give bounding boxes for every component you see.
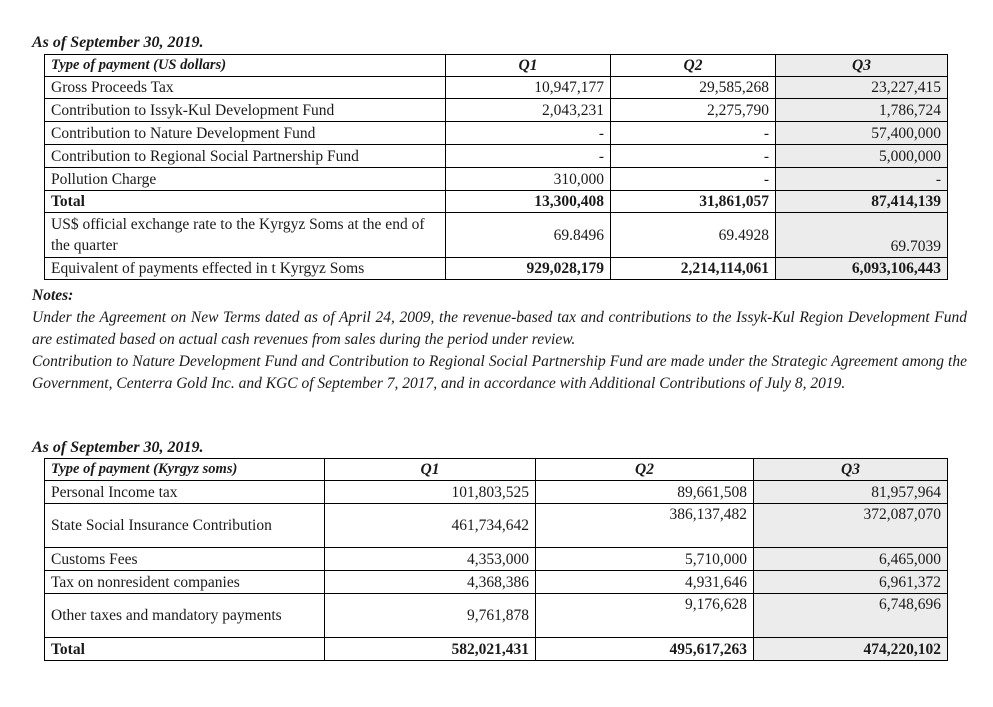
- table-row: [45, 122, 948, 145]
- row-label: Contribution to Nature Development Fund: [45, 122, 446, 145]
- table2-header-q2: Q2: [536, 459, 754, 481]
- table-row: [45, 548, 948, 571]
- cell-q3: -: [776, 168, 948, 191]
- table1-header-q3: Q3: [776, 55, 948, 77]
- cell-q3: 23,227,415: [776, 77, 948, 99]
- table-row: [45, 213, 948, 258]
- row-label: Customs Fees: [45, 548, 325, 571]
- cell-q1: 101,803,525: [325, 481, 536, 504]
- cell-q3: 6,093,106,443: [776, 258, 948, 280]
- cell-q1: 13,300,408: [446, 191, 611, 213]
- cell-q1: 929,028,179: [446, 258, 611, 280]
- table-row: [45, 258, 948, 280]
- table2-header-type: Type of payment (Kyrgyz soms): [45, 459, 325, 481]
- notes-paragraph-1: Under the Agreement on New Terms dated as of April 24, 2009, the revenue-based tax and contributions to the Issyk-Kul Region Development Fund are estimated based on actual cash revenues from sales during the period under review.: [32, 309, 967, 348]
- table2-kyrgyz-soms: [44, 458, 948, 661]
- cell-q2: 31,861,057: [611, 191, 776, 213]
- row-label: Equivalent of payments effected in t Kyrgyz Soms: [45, 258, 446, 280]
- cell-q3: 81,957,964: [754, 481, 948, 504]
- cell-q2: 89,661,508: [536, 481, 754, 504]
- cell-q2: -: [611, 168, 776, 191]
- row-label: State Social Insurance Contribution: [45, 504, 325, 548]
- cell-q1: 4,368,386: [325, 571, 536, 594]
- notes-section: [32, 285, 967, 395]
- notes-title: Notes:: [32, 287, 74, 304]
- row-label: Other taxes and mandatory payments: [45, 594, 325, 638]
- table1-heading: As of September 30, 2019.: [32, 34, 204, 51]
- cell-q3: 6,961,372: [754, 571, 948, 594]
- cell-q2: 495,617,263: [536, 638, 754, 661]
- table-row: [45, 594, 948, 638]
- cell-q1: 310,000: [446, 168, 611, 191]
- row-label: Personal Income tax: [45, 481, 325, 504]
- cell-q1: 582,021,431: [325, 638, 536, 661]
- cell-q3: 87,414,139: [776, 191, 948, 213]
- cell-q1: -: [446, 122, 611, 145]
- row-label: Gross Proceeds Tax: [45, 77, 446, 99]
- table1-header-type: Type of payment (US dollars): [45, 55, 446, 77]
- cell-q2: 29,585,268: [611, 77, 776, 99]
- table-row: [45, 168, 948, 191]
- cell-q2: 9,176,628: [536, 594, 754, 638]
- table2-heading: As of September 30, 2019.: [32, 439, 204, 456]
- cell-q2: 2,275,790: [611, 99, 776, 122]
- cell-q3: 372,087,070: [754, 504, 948, 548]
- cell-q2: 4,931,646: [536, 571, 754, 594]
- notes-paragraph-2: Contribution to Nature Development Fund and Contribution to Regional Social Partnership Fund are made under the Strategic Agreement among the Government, Centerra Gold Inc. and KGC of September 7, 2017, and in accordance with Additional Contributions of July 8, 2019.: [32, 353, 967, 392]
- table-row-total: [45, 191, 948, 213]
- cell-q1: 461,734,642: [325, 504, 536, 548]
- cell-q3: 69.7039: [776, 213, 948, 258]
- cell-q1: 2,043,231: [446, 99, 611, 122]
- cell-q2: 2,214,114,061: [611, 258, 776, 280]
- table2-header-q1: Q1: [325, 459, 536, 481]
- cell-q2: 386,137,482: [536, 504, 754, 548]
- table-row: [45, 481, 948, 504]
- cell-q1: 69.8496: [446, 213, 611, 258]
- cell-q1: -: [446, 145, 611, 168]
- table-row: [45, 571, 948, 594]
- cell-q1: 9,761,878: [325, 594, 536, 638]
- table-row-total: [45, 638, 948, 661]
- cell-q2: -: [611, 145, 776, 168]
- table-row: [45, 504, 948, 548]
- cell-q3: 1,786,724: [776, 99, 948, 122]
- cell-q1: 4,353,000: [325, 548, 536, 571]
- table1-us-dollars: [44, 54, 948, 280]
- row-label: Tax on nonresident companies: [45, 571, 325, 594]
- cell-q1: 10,947,177: [446, 77, 611, 99]
- table-row: [45, 99, 948, 122]
- cell-q3: 5,000,000: [776, 145, 948, 168]
- row-label: Pollution Charge: [45, 168, 446, 191]
- row-label: US$ official exchange rate to the Kyrgyz Soms at the end of the quarter: [45, 213, 446, 258]
- cell-q2: -: [611, 122, 776, 145]
- cell-q3: 6,748,696: [754, 594, 948, 638]
- row-label: Total: [45, 638, 325, 661]
- table1-header-q2: Q2: [611, 55, 776, 77]
- cell-q2: 5,710,000: [536, 548, 754, 571]
- cell-q2: 69.4928: [611, 213, 776, 258]
- row-label: Contribution to Regional Social Partnership Fund: [45, 145, 446, 168]
- table2-header-q3: Q3: [754, 459, 948, 481]
- cell-q3: 57,400,000: [776, 122, 948, 145]
- row-label: Total: [45, 191, 446, 213]
- cell-q3: 474,220,102: [754, 638, 948, 661]
- row-label: Contribution to Issyk-Kul Development Fund: [45, 99, 446, 122]
- table1-header-q1: Q1: [446, 55, 611, 77]
- cell-q3: 6,465,000: [754, 548, 948, 571]
- table-row: [45, 77, 948, 99]
- table-row: [45, 145, 948, 168]
